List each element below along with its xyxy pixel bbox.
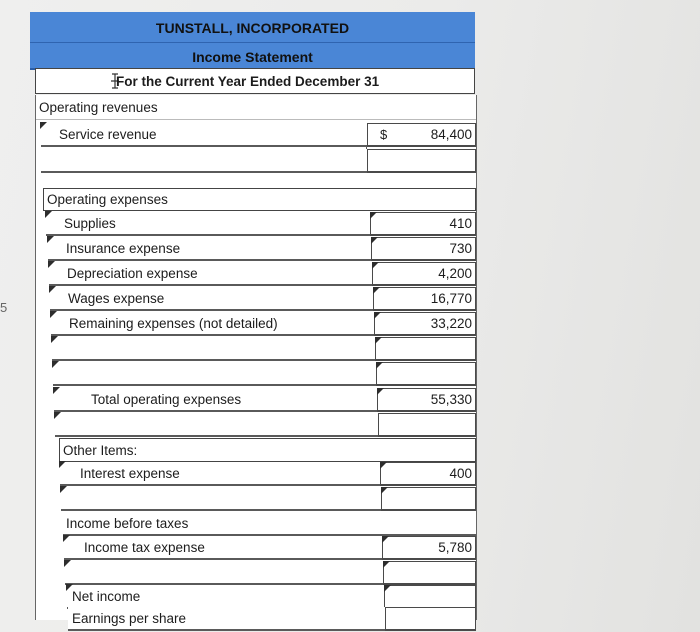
insurance-label-cell[interactable]: Insurance expense [48, 237, 371, 261]
service-revenue-value: 84,400 [430, 127, 472, 142]
blank-label-cell[interactable] [65, 561, 383, 585]
income-before-taxes-label-cell[interactable]: Income before taxes [63, 512, 476, 536]
total-operating-expenses-label-cell[interactable]: Total operating expenses [54, 388, 377, 412]
header-divider [30, 42, 475, 43]
cell-marker-icon [370, 212, 377, 219]
remaining-expenses-value-cell[interactable]: 33,220 [374, 312, 476, 336]
cell-marker-icon [59, 461, 66, 468]
cell-marker-icon [63, 535, 70, 542]
blank-label-cell[interactable] [55, 413, 378, 437]
statement-title: Income Statement [192, 49, 313, 65]
cell-marker-icon [51, 336, 58, 343]
remaining-expenses-label-cell[interactable]: Remaining expenses (not detailed) [51, 312, 374, 336]
cell-marker-icon [371, 237, 378, 244]
cell-marker-icon [40, 122, 47, 129]
income-statement-sheet [30, 12, 475, 632]
operating-revenues-heading: Operating revenues [36, 96, 476, 120]
wages-label-cell[interactable]: Wages expense [50, 287, 373, 311]
cell-marker-icon [375, 337, 382, 344]
service-revenue-value-cell[interactable] [367, 123, 476, 147]
blank-label-cell[interactable] [61, 487, 381, 511]
edge-mark: 5 [0, 300, 8, 315]
operating-expenses-heading[interactable]: Operating expenses [43, 188, 476, 211]
cell-marker-icon [382, 536, 389, 543]
cell-marker-icon [372, 262, 379, 269]
insurance-value-cell[interactable]: 730 [371, 237, 476, 261]
blank-value-cell[interactable] [378, 413, 476, 437]
cell-marker-icon [374, 312, 381, 319]
other-items-heading[interactable]: Other Items: [59, 438, 476, 462]
cell-marker-icon [64, 560, 71, 567]
net-income-label-cell[interactable]: Net income [67, 585, 384, 609]
blank-value-cell[interactable] [367, 149, 476, 173]
net-income-value-cell[interactable] [384, 585, 476, 609]
interest-expense-value-cell[interactable]: 400 [380, 462, 476, 486]
statement-header [30, 12, 475, 70]
cell-marker-icon [376, 362, 383, 369]
statement-grid [35, 95, 477, 626]
total-operating-expenses-value-cell[interactable]: 55,330 [377, 388, 476, 412]
income-tax-expense-value-cell[interactable]: 5,780 [382, 536, 476, 560]
cell-marker-icon [380, 462, 387, 469]
depreciation-value-cell[interactable]: 4,200 [372, 262, 476, 286]
cell-marker-icon [49, 286, 56, 293]
blank-label-cell[interactable] [41, 149, 367, 173]
income-tax-expense-label-cell[interactable]: Income tax expense [64, 536, 382, 560]
cell-marker-icon [53, 387, 60, 394]
cell-marker-icon [47, 236, 54, 243]
blank-expense-label-cell[interactable] [52, 337, 375, 361]
depreciation-label-cell[interactable]: Depreciation expense [49, 262, 372, 286]
supplies-label-cell[interactable]: Supplies [46, 212, 370, 236]
service-revenue-label-cell[interactable]: Service revenue [41, 123, 367, 147]
cell-marker-icon [373, 287, 380, 294]
wages-value-cell[interactable]: 16,770 [373, 287, 476, 311]
period-field[interactable] [35, 68, 475, 94]
blank-expense-label-cell[interactable] [53, 362, 376, 386]
cell-marker-icon [52, 361, 59, 368]
period-text: For the Current Year Ended December 31 [116, 74, 380, 89]
cell-marker-icon [45, 211, 52, 218]
cell-marker-icon [377, 388, 384, 395]
cell-marker-icon [60, 486, 67, 493]
earnings-per-share-label-cell[interactable]: Earnings per share [68, 607, 385, 631]
cell-marker-icon [384, 585, 391, 592]
blank-value-cell[interactable] [383, 561, 476, 585]
interest-expense-label-cell[interactable]: Interest expense [60, 462, 380, 486]
blank-value-cell[interactable] [381, 487, 476, 511]
cell-marker-icon [383, 561, 390, 568]
currency-symbol: $ [380, 127, 388, 142]
blank-expense-value-cell[interactable] [376, 362, 476, 386]
cell-marker-icon [381, 487, 388, 494]
company-name: TUNSTALL, INCORPORATED [155, 20, 350, 36]
earnings-per-share-value-cell[interactable] [385, 607, 476, 631]
supplies-value-cell[interactable]: 410 [370, 212, 476, 236]
blank-expense-value-cell[interactable] [375, 337, 476, 361]
cell-marker-icon [50, 311, 57, 318]
cell-marker-icon [48, 261, 55, 268]
cell-marker-icon [54, 412, 61, 419]
